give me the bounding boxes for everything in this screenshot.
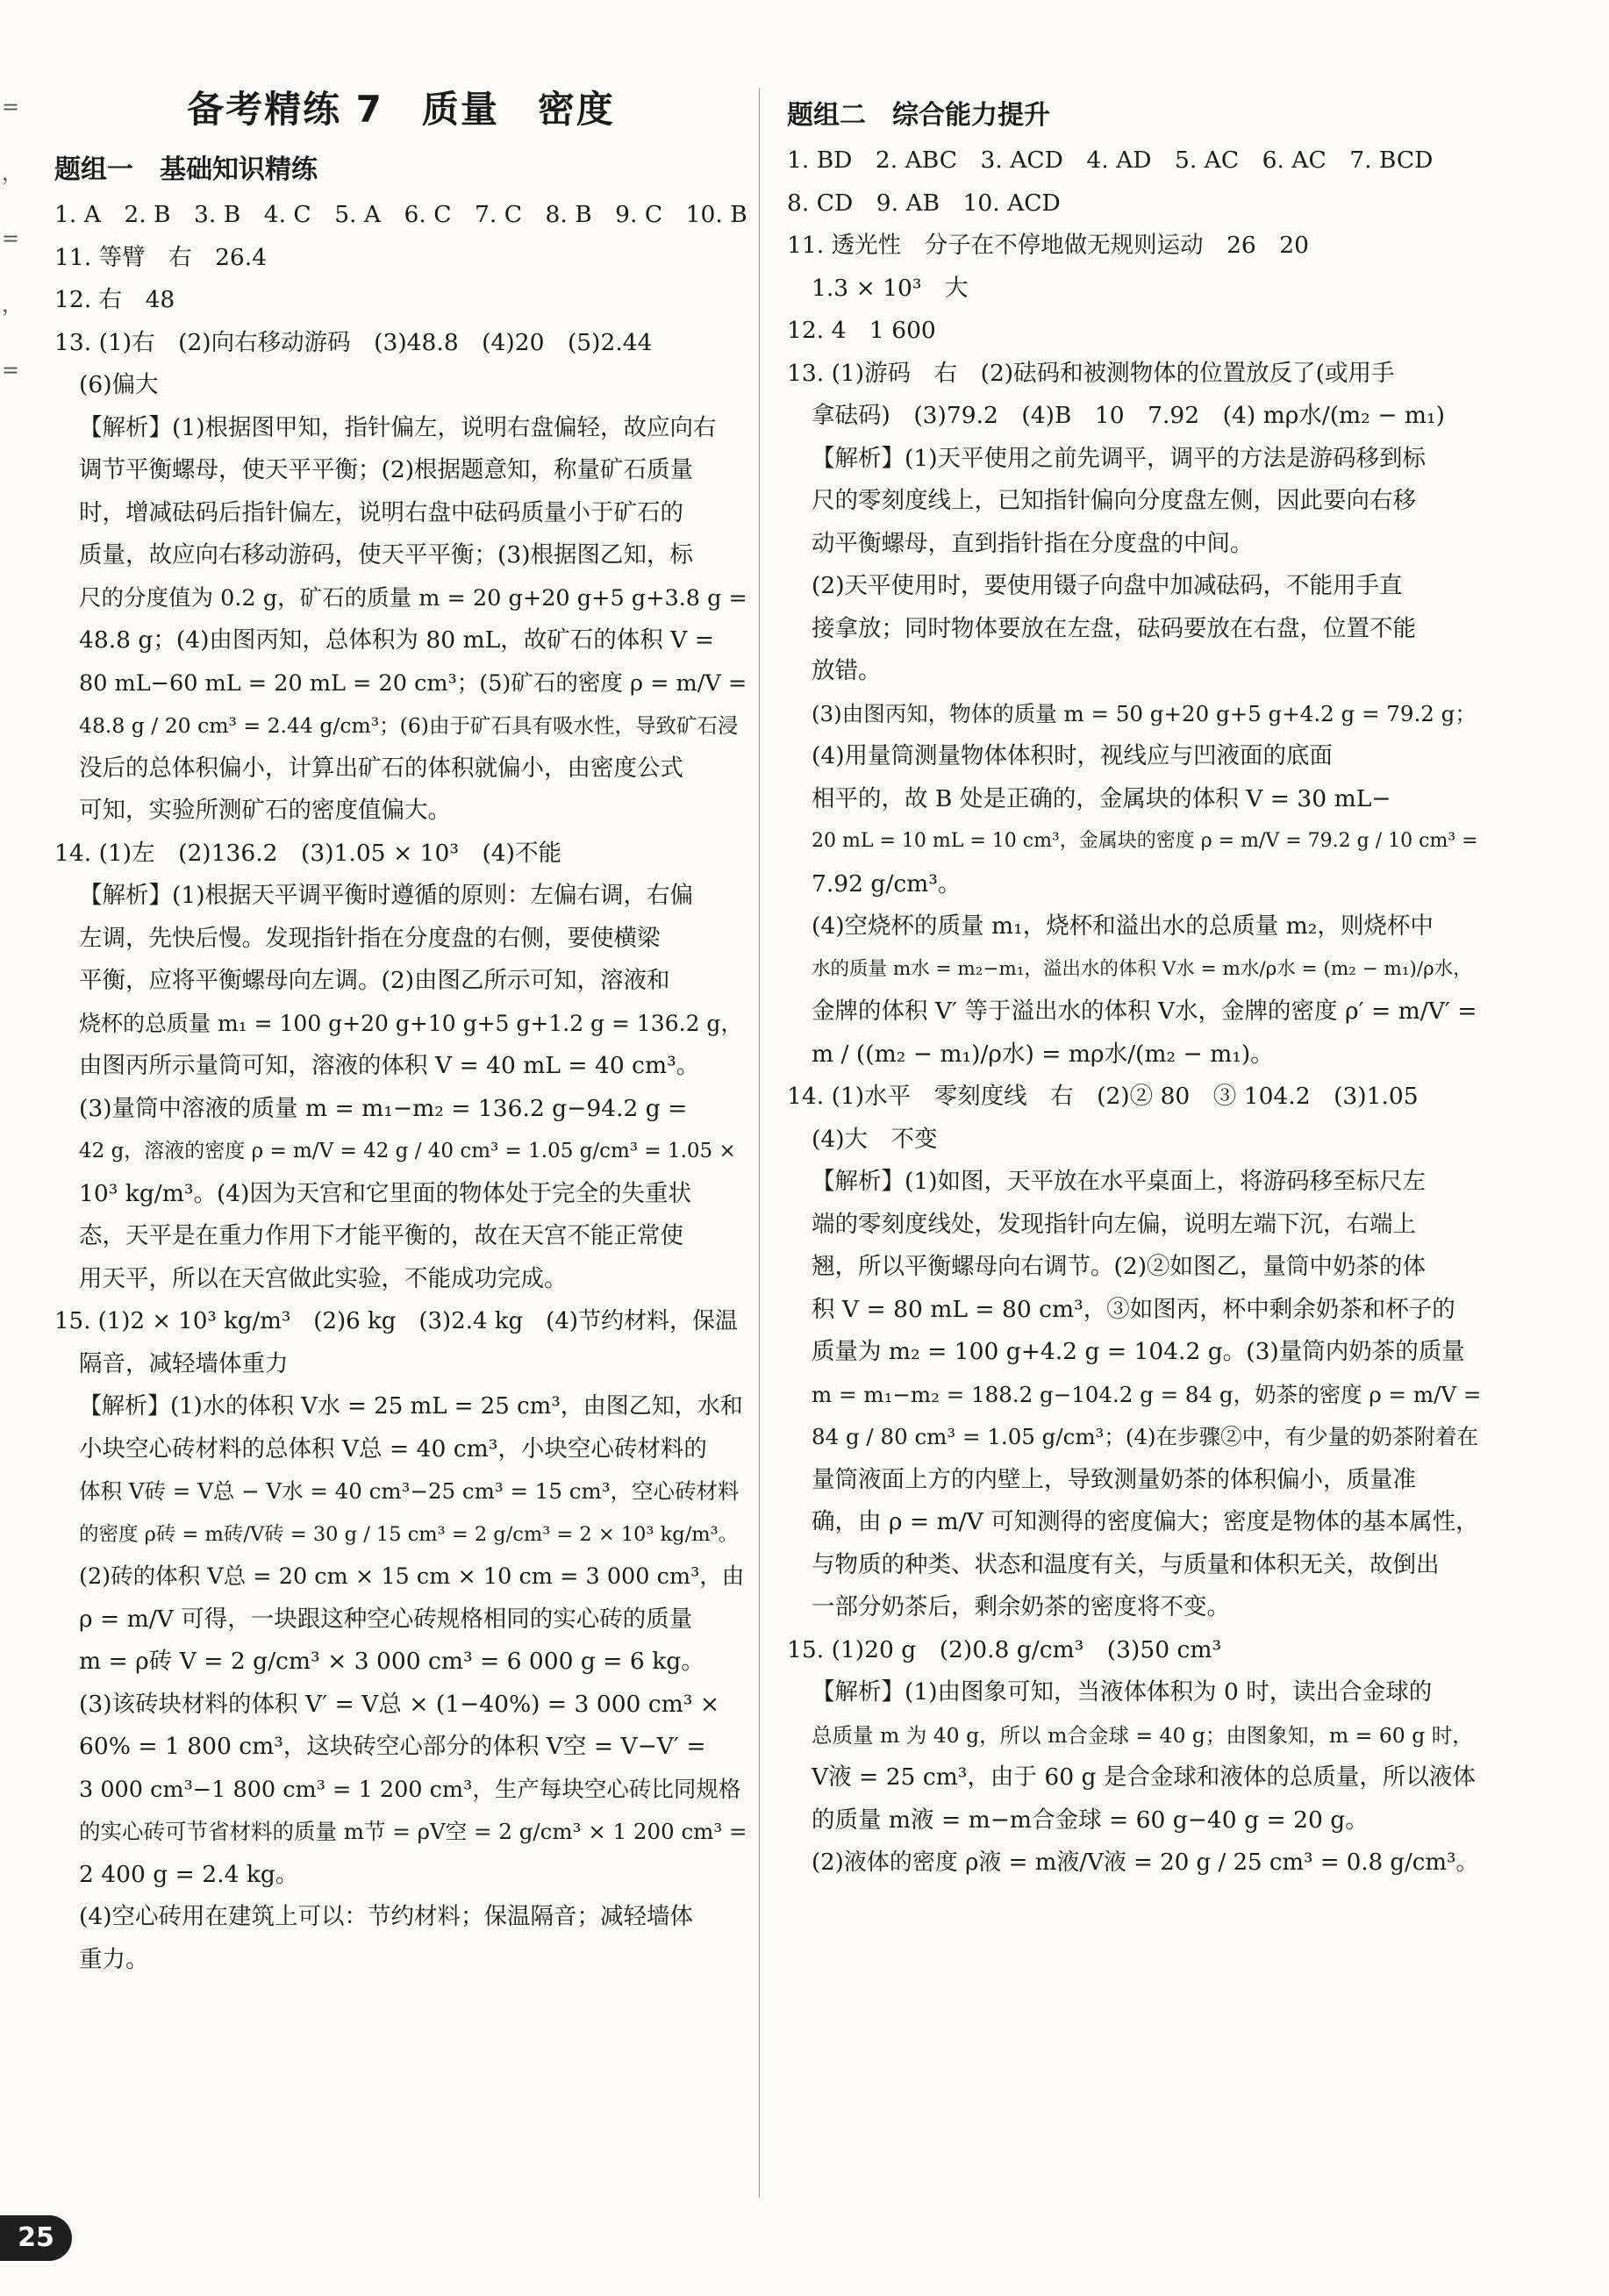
answer-line: 13. (1)右 (2)向右移动游码 (3)48.8 (4)20 (5)2.44 xyxy=(54,328,653,356)
page-number-badge: 25 xyxy=(0,2215,72,2261)
explanation-line: 平衡，应将平衡螺母向左调。(2)由图乙所示可知，溶液和 xyxy=(79,967,670,994)
answer-line: 拿砝码) (3)79.2 (4)B 10 7.92 (4) mρ水/(m₂ − m₁) xyxy=(812,402,1445,429)
explanation-line: 的密度 ρ砖 = m砖/V砖 = 30 g / 15 cm³ = 2 g/cm³ = 2 × 10³ kg/m³。 xyxy=(79,1522,739,1546)
right-column xyxy=(787,83,1484,1885)
explanation-line: (2)砖的体积 V总 = 20 cm × 15 cm × 10 cm = 3 000 cm³，由 xyxy=(79,1563,745,1590)
explanation-line: V液 = 25 cm³，由于 60 g 是合金球和液体的总质量，所以液体 xyxy=(812,1763,1476,1791)
explanation-line: 84 g / 80 cm³ = 1.05 g/cm³；(4)在步骤②中，有少量的奶茶附着在 xyxy=(812,1424,1479,1449)
left-column xyxy=(54,83,747,1981)
explanation-line: 金牌的体积 V′ 等于溢出水的体积 V水，金牌的密度 ρ′ = m/V′ = xyxy=(812,998,1477,1025)
explanation-line: 确，由 ρ = m/V 可知测得的密度偏大；密度是物体的基本属性， xyxy=(812,1508,1479,1535)
explanation-line: 2 400 g = 2.4 kg。 xyxy=(79,1860,299,1888)
explanation-line: (3)由图丙知，物体的质量 m = 50 g+20 g+5 g+4.2 g = 79.2 g； xyxy=(812,700,1477,726)
explanation-line: (3)该砖块材料的体积 V′ = V总 × (1−40%) = 3 000 cm³ × xyxy=(79,1690,720,1718)
explanation-line: 尺的零刻度线上，已知指针偏向分度盘左侧，因此要向右移 xyxy=(812,487,1416,514)
explanation-line: 没后的总体积偏小，计算出矿石的体积就偏小，由密度公式 xyxy=(79,754,683,782)
explanation-line: 一部分奶茶后，剩余奶茶的密度将不变。 xyxy=(812,1593,1230,1620)
explanation-line: 动平衡螺母，直到指针指在分度盘的中间。 xyxy=(812,529,1254,557)
explanation-line: (4)用量筒测量物体体积时，视线应与凹液面的底面 xyxy=(812,742,1334,769)
explanation-line: 【解析】(1)由图象可知，当液体体积为 0 时，读出合金球的 xyxy=(812,1678,1433,1706)
explanation-line: 调节平衡螺母，使天平平衡；(2)根据题意知，称量矿石质量 xyxy=(79,456,694,483)
explanation-line: 小块空心砖材料的总体积 V总 = 40 cm³，小块空心砖材料的 xyxy=(79,1434,707,1463)
answer-line: 14. (1)左 (2)136.2 (3)1.05 × 10³ (4)不能 xyxy=(54,839,561,867)
explanation-line: 可知，实验所测矿石的密度值偏大。 xyxy=(79,797,451,824)
explanation-line: 【解析】(1)水的体积 V水 = 25 mL = 25 cm³，由图乙知，水和 xyxy=(79,1393,743,1420)
explanation-line: 【解析】(1)如图，天平放在水平桌面上，将游码移至标尺左 xyxy=(812,1168,1427,1195)
explanation-line: 3 000 cm³−1 800 cm³ = 1 200 cm³，生产每块空心砖比同规格 xyxy=(79,1776,741,1803)
margin-mark: = xyxy=(2,95,20,119)
explanation-line: 体积 V砖 = V总 − V水 = 40 cm³−25 cm³ = 15 cm³，空心砖材料 xyxy=(79,1478,740,1504)
group-heading-basic: 题组一 基础知识精练 xyxy=(54,154,318,185)
explanation-line: 的质量 m液 = m−m合金球 = 60 g−40 g = 20 g。 xyxy=(812,1806,1369,1834)
explanation-line: 42 g，溶液的密度 ρ = m/V = 42 g / 40 cm³ = 1.05 g/cm³ = 1.05 × xyxy=(79,1140,736,1162)
explanation-line: 相平的，故 B 处是正确的，金属块的体积 V = 30 mL− xyxy=(812,784,1391,812)
explanation-line: 总质量 m 为 40 g，所以 m合金球 = 40 g；由图象知，m = 60 g 时， xyxy=(812,1722,1473,1748)
explanation-line: 态，天平是在重力作用下才能平衡的，故在天宫不能正常使 xyxy=(79,1222,683,1249)
explanation-line: 用天平，所以在天宫做此实验，不能成功完成。 xyxy=(79,1264,568,1292)
answer-line: 12. 4 1 600 xyxy=(787,317,936,344)
answer-line: 15. (1)20 g (2)0.8 g/cm³ (3)50 cm³ xyxy=(787,1635,1222,1663)
explanation-line: (4)空烧杯的质量 m₁，烧杯和溢出水的总质量 m₂，则烧杯中 xyxy=(812,912,1434,940)
explanation-line: (3)量筒中溶液的质量 m = m₁−m₂ = 136.2 g−94.2 g = xyxy=(79,1094,688,1122)
explanation-line: 时，增减砝码后指针偏左，说明右盘中砝码质量小于矿石的 xyxy=(79,498,683,526)
answer-line: 1.3 × 10³ 大 xyxy=(812,274,969,302)
explanation-line: 48.8 g / 20 cm³ = 2.44 g/cm³；(6)由于矿石具有吸水性，导致矿石浸 xyxy=(79,713,739,738)
explanation-line: 与物质的种类、状态和温度有关，与质量和体积无关，故倒出 xyxy=(812,1550,1440,1578)
margin-mark: ， xyxy=(2,292,23,317)
explanation-line: 接拿放；同时物体要放在左盘，砝码要放在右盘，位置不能 xyxy=(812,614,1416,642)
explanation-line: (4)空心砖用在建筑上可以：节约材料；保温隔音；减轻墙体 xyxy=(79,1903,694,1930)
answer-line: 1. A 2. B 3. B 4. C 5. A 6. C 7. C 8. B 9. C 10. B xyxy=(54,201,747,228)
explanation-line: 积 V = 80 mL = 80 cm³，③如图丙，杯中剩余奶茶和杯子的 xyxy=(812,1295,1455,1323)
explanation-line: (2)天平使用时，要使用镊子向盘中加减砝码，不能用手直 xyxy=(812,572,1403,599)
margin-mark: = xyxy=(2,226,20,251)
answer-line: 11. 等臂 右 26.4 xyxy=(54,243,268,271)
explanation-line: 尺的分度值为 0.2 g，矿石的质量 m = 20 g+20 g+5 g+3.8 g = xyxy=(79,584,747,612)
answer-line: 13. (1)游码 右 (2)砝码和被测物体的位置放反了(或用手 xyxy=(787,359,1395,387)
explanation-line: 质量，故应向右移动游码，使天平平衡；(3)根据图乙知，标 xyxy=(79,541,694,569)
explanation-line: 烧杯的总质量 m₁ = 100 g+20 g+10 g+5 g+1.2 g = 136.2 g， xyxy=(79,1010,743,1036)
explanation-line: 放错。 xyxy=(812,657,882,684)
explanation-line: 重力。 xyxy=(79,1945,149,1973)
explanation-line: 端的零刻度线处，发现指针向左偏，说明左端下沉，右端上 xyxy=(812,1210,1416,1238)
column-divider xyxy=(759,88,760,2198)
explanation-line: (2)液体的密度 ρ液 = m液/V液 = 20 g / 25 cm³ = 0.8 g/cm³。 xyxy=(812,1849,1479,1876)
answer-line: 15. (1)2 × 10³ kg/m³ (2)6 kg (3)2.4 kg (4)节约材料，保温 xyxy=(54,1308,739,1334)
answer-line: 8. CD 9. AB 10. ACD xyxy=(787,189,1061,217)
explanation-line: 由图丙所示量筒可知，溶液的体积 V = 40 mL = 40 cm³。 xyxy=(79,1052,700,1079)
explanation-line: 10³ kg/m³。(4)因为天宫和它里面的物体处于完全的失重状 xyxy=(79,1179,692,1207)
explanation-line: 20 mL = 10 mL = 10 cm³，金属块的密度 ρ = m/V = 79.2 g / 10 cm³ = xyxy=(812,830,1478,852)
explanation-line: 水的质量 m水 = m₂−m₁，溢出水的体积 V水 = m水/ρ水 = (m₂ − m₁)/ρ水， xyxy=(812,957,1472,980)
explanation-line: 翘，所以平衡螺母向右调节。(2)②如图乙，量筒中奶茶的体 xyxy=(812,1253,1427,1280)
answer-line: (4)大 不变 xyxy=(812,1125,938,1153)
answer-line: 14. (1)水平 零刻度线 右 (2)② 80 ③ 104.2 (3)1.05 xyxy=(787,1083,1419,1110)
explanation-line: 7.92 g/cm³。 xyxy=(812,869,962,898)
explanation-line: 80 mL−60 mL = 20 mL = 20 cm³；(5)矿石的密度 ρ = m/V = xyxy=(79,669,747,697)
explanation-line: m = ρ砖 V = 2 g/cm³ × 3 000 cm³ = 6 000 g = 6 kg。 xyxy=(79,1648,704,1675)
explanation-line: m / ((m₂ − m₁)/ρ水) = mρ水/(m₂ − m₁)。 xyxy=(812,1040,1274,1068)
margin-mark: = xyxy=(2,358,20,383)
page-title: 备考精练 7 质量 密度 xyxy=(187,88,615,131)
explanation-line: 质量为 m₂ = 100 g+4.2 g = 104.2 g。(3)量筒内奶茶的质量 xyxy=(812,1338,1465,1365)
group-heading-advanced: 题组二 综合能力提升 xyxy=(787,100,1050,131)
explanation-line: 48.8 g；(4)由图丙知，总体积为 80 mL，故矿石的体积 V = xyxy=(79,626,714,654)
explanation-line: 60% = 1 800 cm³，这块砖空心部分的体积 V空 = V−V′ = xyxy=(79,1733,706,1760)
answer-line: 11. 透光性 分子在不停地做无规则运动 26 20 xyxy=(787,232,1310,259)
explanation-line: 【解析】(1)根据图甲知，指针偏左，说明右盘偏轻，故应向右 xyxy=(79,413,717,441)
explanation-line: m = m₁−m₂ = 188.2 g−104.2 g = 84 g，奶茶的密度 ρ = m/V = xyxy=(812,1381,1482,1407)
margin-mark: ， xyxy=(2,161,23,185)
answer-line: 1. BD 2. ABC 3. ACD 4. AD 5. AC 6. AC 7. BCD xyxy=(787,147,1434,174)
explanation-line: ρ = m/V 可得，一块跟这种空心砖规格相同的实心砖的质量 xyxy=(79,1605,693,1633)
explanation-line: 【解析】(1)天平使用之前先调平，调平的方法是游码移到标 xyxy=(812,444,1427,472)
explanation-line: 的实心砖可节省材料的质量 m节 = ρV空 = 2 g/cm³ × 1 200 cm³ = xyxy=(79,1819,747,1844)
explanation-line: 【解析】(1)根据天平调平衡时遵循的原则：左偏右调，右偏 xyxy=(79,882,694,909)
answer-line: (6)偏大 xyxy=(79,371,159,398)
answer-line: 隔音，减轻墙体重力 xyxy=(79,1349,289,1377)
explanation-line: 左调，先快后慢。发现指针指在分度盘的右侧，要使横梁 xyxy=(79,924,661,952)
explanation-line: 量筒液面上方的内壁上，导致测量奶茶的体积偏小，质量准 xyxy=(812,1465,1416,1493)
answer-line: 12. 右 48 xyxy=(54,286,175,313)
